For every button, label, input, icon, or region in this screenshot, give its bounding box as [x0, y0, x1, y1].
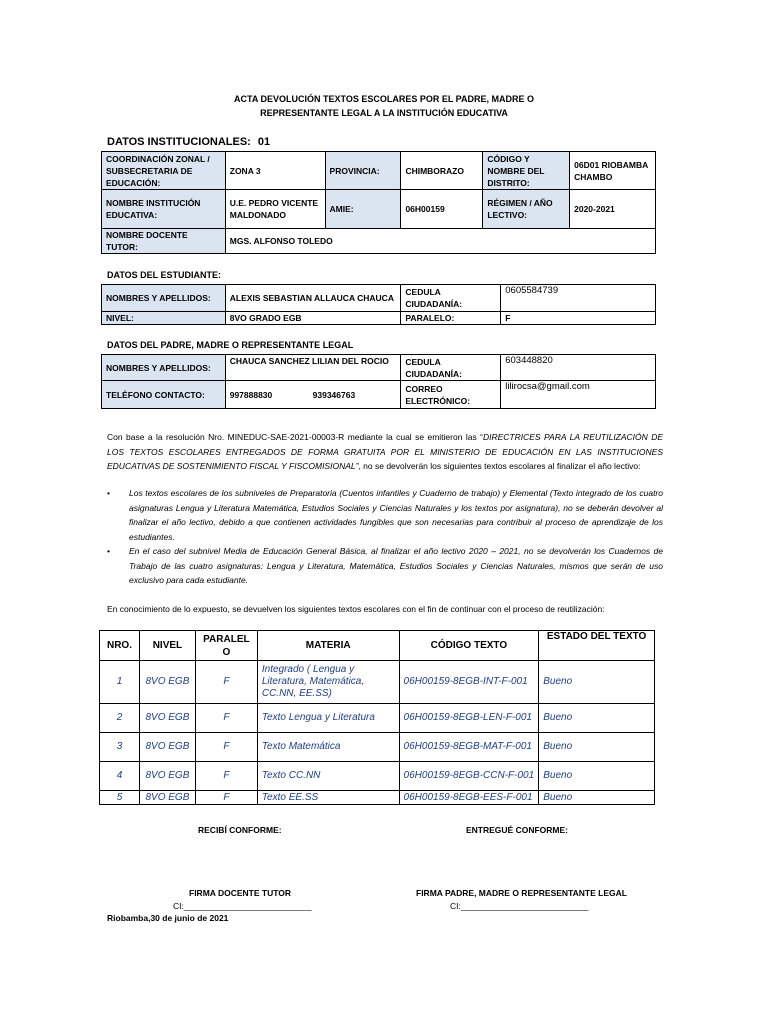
books-table: [99, 630, 655, 805]
regimen-label: RÉGIMEN / AÑO LECTIVO:: [483, 190, 570, 229]
book-nivel: 8VO EGB: [139, 704, 195, 733]
bullet-text: En el caso del subnivel Media de Educación General Básica, al finalizar el año lectivo 2020 – 2021, no se devolverán los Cuadernos de Trabajo de las cuatro asignaturas: Lengua y Literatura, Matemática, Estudios Sociales y Ciencias Naturales, mismos que serán de uso exclusivo para cada estudiante.: [129, 546, 663, 585]
books-header-materia: MATERIA: [257, 631, 399, 661]
book-nivel: 8VO EGB: [139, 762, 195, 791]
institucion-label: NOMBRE INSTITUCIÓN EDUCATIVA:: [102, 190, 226, 229]
book-nro: 4: [100, 762, 140, 791]
table-row: [100, 704, 655, 733]
book-codigo: 06H00159-8EGB-INT-F-001: [399, 661, 539, 704]
parent-telefono-cell: [225, 381, 401, 409]
book-nivel: 8VO EGB: [139, 733, 195, 762]
student-paralelo-label: PARALELO:: [401, 312, 501, 325]
student-section-label: DATOS DEL ESTUDIANTE:: [107, 270, 222, 280]
zona-value: ZONA 3: [225, 152, 325, 190]
institutional-section-heading: [107, 136, 270, 148]
book-materia: Texto Lengua y Literatura: [257, 704, 399, 733]
provincia-value: CHIMBORAZO: [401, 152, 483, 190]
intro-lead: Con base a la resolución Nro. MINEDUC-SAE-2021-00003-R mediante la cual se emitieron las “: [107, 432, 483, 442]
book-materia: Texto CC.NN: [257, 762, 399, 791]
document-title-line2: REPRESENTANTE LEGAL A LA INSTITUCIÓN EDUCATIVA: [260, 108, 508, 118]
parent-telefono-value1: 997888830: [229, 389, 273, 400]
ci-padre-line: CI:___________________________: [450, 901, 589, 911]
book-codigo: 06H00159-8EGB-CCN-F-001: [399, 762, 539, 791]
parent-telefono-value2: 939346763: [312, 389, 356, 400]
student-cedula-label: CEDULA CIUDADANÍA:: [401, 285, 501, 312]
intro-paragraph: [107, 430, 663, 474]
book-codigo: 06H00159-8EGB-MAT-F-001: [399, 733, 539, 762]
book-paralelo: F: [195, 791, 257, 805]
bullet-dot-icon: •: [107, 488, 110, 498]
book-estado: Bueno: [539, 762, 655, 791]
book-nro: 1: [100, 661, 140, 704]
intro-tail: , no se devolverán los siguientes textos escolares al finalizar el año lectivo:: [358, 461, 641, 471]
provincia-label: PROVINCIA:: [325, 152, 401, 190]
parent-table: [101, 354, 656, 409]
book-paralelo: F: [195, 762, 257, 791]
book-codigo: 06H00159-8EGB-LEN-F-001: [399, 704, 539, 733]
student-table: [101, 284, 656, 325]
bullet-item: [107, 486, 663, 544]
bullet-dot-icon: •: [107, 546, 110, 556]
bullet-list: [107, 486, 663, 588]
tutor-label: NOMBRE DOCENTE TUTOR:: [102, 229, 226, 254]
book-estado: Bueno: [539, 661, 655, 704]
parent-section-label: DATOS DEL PADRE, MADRE O REPRESENTANTE LEGAL: [107, 340, 354, 350]
book-materia: Integrado ( Lengua y Literatura, Matemática, CC.NN, EE.SS): [257, 661, 399, 704]
student-nombres-value: ALEXIS SEBASTIAN ALLAUCA CHAUCA: [225, 285, 401, 312]
book-materia: Texto EE.SS: [257, 791, 399, 805]
parent-telefono-label: TELÉFONO CONTACTO:: [102, 381, 226, 409]
book-nivel: 8VO EGB: [139, 661, 195, 704]
lugar-fecha: Riobamba,30 de junio de 2021: [107, 913, 229, 923]
amie-value: 06H00159: [401, 190, 483, 229]
regimen-value: 2020-2021: [570, 190, 656, 229]
book-codigo: 06H00159-8EGB-EES-F-001: [399, 791, 539, 805]
tutor-value: MGS. ALFONSO TOLEDO: [225, 229, 655, 254]
parent-correo-label: CORREO ELECTRÓNICO:: [401, 381, 501, 409]
book-nro: 2: [100, 704, 140, 733]
student-cedula-value: 0605584739: [501, 285, 656, 312]
books-header-estado: ESTADO DEL TEXTO: [539, 631, 655, 661]
books-header-nivel: NIVEL: [139, 631, 195, 661]
document-title-line1: ACTA DEVOLUCIÓN TEXTOS ESCOLARES POR EL PADRE, MADRE O: [233, 94, 535, 104]
distrito-value: 06D01 RIOBAMBA CHAMBO: [570, 152, 656, 190]
bullet-text: Los textos escolares de los subniveles de Preparatoria (Cuentos infantiles y Cuaderno de trabajo) y Elemental (Texto integrado de los cuatro asignaturas Lengua y Literatura Matemática, Estudios Sociales y Ciencias Naturales y los textos por asignatura), no se deberán devolver al finalizar el año lectivo, debido a que contienen actividades fungibles que son necesarias para contribuir al proceso de aprendizaje de los estudiantes.: [129, 488, 663, 542]
entregue-conforme-label: ENTREGUÉ CONFORME:: [466, 825, 568, 835]
table-row: [100, 762, 655, 791]
parent-correo-value: lilirocsa@gmail.com: [501, 381, 656, 409]
book-estado: Bueno: [539, 733, 655, 762]
book-paralelo: F: [195, 704, 257, 733]
zona-label: COORDINACIÓN ZONAL / SUBSECRETARIA DE EDUCACIÓN:: [102, 152, 226, 190]
parent-cedula-label: CEDULA CIUDADANÍA:: [401, 355, 501, 381]
books-header-nro: NRO.: [100, 631, 140, 661]
parent-nombres-label: NOMBRES Y APELLIDOS:: [102, 355, 226, 381]
institutional-table: [101, 151, 656, 254]
student-nombres-label: NOMBRES Y APELLIDOS:: [102, 285, 226, 312]
book-materia: Texto Matemática: [257, 733, 399, 762]
book-estado: Bueno: [539, 704, 655, 733]
table-row: [100, 733, 655, 762]
book-paralelo: F: [195, 661, 257, 704]
conocimiento-paragraph: En conocimiento de lo expuesto, se devuelven los siguientes textos escolares con el fin de continuar con el proceso de reutilización:: [107, 604, 605, 614]
book-estado: Bueno: [539, 791, 655, 805]
book-nro: 5: [100, 791, 140, 805]
institucion-value: U.E. PEDRO VICENTE MALDONADO: [225, 190, 325, 229]
book-nivel: 8VO EGB: [139, 791, 195, 805]
student-nivel-value: 8VO GRADO EGB: [225, 312, 401, 325]
recibi-conforme-label: RECIBÍ CONFORME:: [198, 825, 282, 835]
parent-cedula-value: 603448820: [501, 355, 656, 381]
ci-docente-line: CI:___________________________: [173, 901, 312, 911]
table-row: [100, 791, 655, 805]
book-nro: 3: [100, 733, 140, 762]
firma-docente-label: FIRMA DOCENTE TUTOR: [189, 888, 291, 898]
firma-padre-label: FIRMA PADRE, MADRE O REPRESENTANTE LEGAL: [416, 888, 627, 898]
table-row: [100, 661, 655, 704]
amie-label: AMIE:: [325, 190, 401, 229]
book-paralelo: F: [195, 733, 257, 762]
institutional-section-label: DATOS INSTITUCIONALES:: [107, 136, 251, 148]
student-nivel-label: NIVEL:: [102, 312, 226, 325]
parent-nombres-value: CHAUCA SANCHEZ LILIAN DEL ROCIO: [225, 355, 401, 381]
books-header-paralelo: PARALEL O: [195, 631, 257, 661]
intro-quote: DIRECTRICES PARA LA REUTILIZACIÓN DE LOS TEXTOS ESCOLARES ENTREGADOS DE FORMA GRATUITA POR EL MINISTERIO DE EDUCACIÓN EN LAS INSTITUCIONES EDUCATIVAS DE SOSTENIMIENTO FISCAL Y FISCOMISIONAL”: [107, 432, 664, 471]
student-paralelo-value: F: [501, 312, 656, 325]
books-header-codigo: CÓDIGO TEXTO: [399, 631, 539, 661]
bullet-item: [107, 544, 663, 588]
distrito-label: CÓDIGO Y NOMBRE DEL DISTRITO:: [483, 152, 570, 190]
institutional-section-number: 01: [257, 136, 271, 148]
